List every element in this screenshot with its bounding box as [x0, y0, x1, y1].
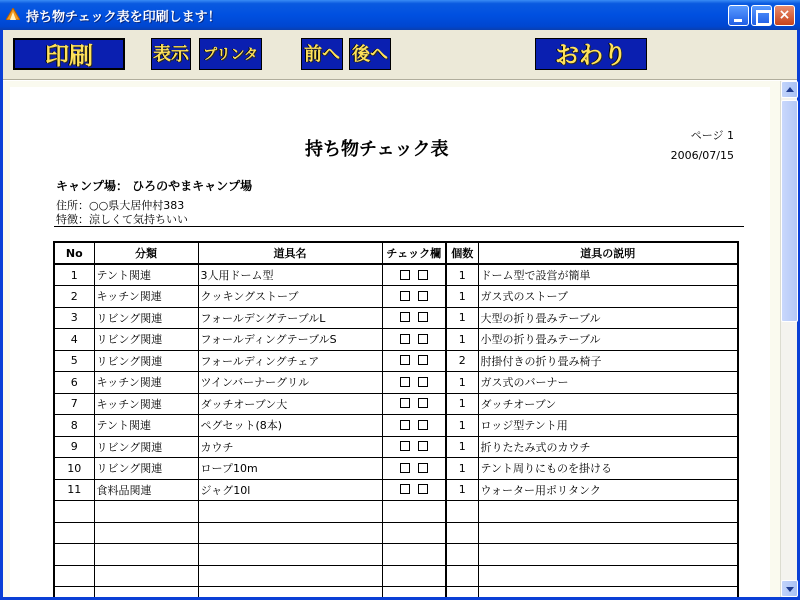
table-row — [54, 501, 738, 523]
cell-no — [54, 522, 94, 544]
cell-name: フォールディングテーブルS — [198, 329, 382, 351]
table-row — [54, 436, 738, 458]
checkbox[interactable] — [418, 334, 428, 344]
cell-desc: 折りたたみ式のカウチ — [478, 436, 738, 458]
checkbox[interactable] — [418, 398, 428, 408]
table-row — [54, 587, 738, 598]
cell-qty — [446, 522, 478, 544]
cell-desc: ウォーター用ポリタンク — [478, 479, 738, 501]
cell-category: テント関連 — [94, 415, 198, 437]
checkbox[interactable] — [400, 463, 410, 473]
cell-name: ジャグ10l — [198, 479, 382, 501]
cell-desc: テント周りにものを掛ける — [478, 458, 738, 480]
print-preview-area[interactable] — [3, 81, 780, 597]
title-bar[interactable] — [0, 0, 800, 30]
cell-desc: ダッチオーブン — [478, 393, 738, 415]
checkbox[interactable] — [418, 355, 428, 365]
print-button[interactable]: 印刷 — [13, 38, 125, 70]
cell-name: クッキングストーブ — [198, 286, 382, 308]
page-number: ページ 1 — [690, 129, 734, 142]
toolbar — [3, 30, 797, 80]
checkbox[interactable] — [400, 312, 410, 322]
cell-no: 3 — [54, 307, 94, 329]
cell-no — [54, 501, 94, 523]
cell-desc — [478, 565, 738, 587]
column-header: No — [54, 242, 94, 264]
cell-name: 3人用ドーム型 — [198, 264, 382, 286]
cell-qty: 1 — [446, 393, 478, 415]
cell-qty: 1 — [446, 264, 478, 286]
column-header: 個数 — [446, 242, 478, 264]
cell-check — [382, 415, 446, 437]
column-header: 道具名 — [198, 242, 382, 264]
prev-page-button[interactable]: 前へ — [301, 38, 343, 70]
camp-address: 住所：○○県大居仲村383 — [56, 199, 185, 212]
document-title: 持ち物チェック表 — [305, 139, 449, 160]
checkbox[interactable] — [400, 441, 410, 451]
checkbox[interactable] — [400, 291, 410, 301]
table-row — [54, 544, 738, 566]
table-header-row — [54, 242, 738, 264]
scroll-down-button[interactable] — [781, 580, 798, 597]
cell-desc — [478, 522, 738, 544]
checkbox[interactable] — [418, 420, 428, 430]
table-row — [54, 565, 738, 587]
cell-name: ツインバーナーグリル — [198, 372, 382, 394]
checkbox[interactable] — [400, 377, 410, 387]
cell-check — [382, 587, 446, 598]
table-row — [54, 372, 738, 394]
cell-check — [382, 479, 446, 501]
table-row — [54, 307, 738, 329]
cell-category: リビング関連 — [94, 458, 198, 480]
print-date: 2006/07/15 — [670, 149, 734, 162]
checkbox[interactable] — [418, 463, 428, 473]
cell-desc — [478, 501, 738, 523]
checkbox[interactable] — [418, 441, 428, 451]
cell-qty: 1 — [446, 372, 478, 394]
scroll-up-button[interactable] — [781, 81, 798, 98]
cell-category — [94, 565, 198, 587]
cell-desc: ロッジ型テント用 — [478, 415, 738, 437]
cell-category: リビング関連 — [94, 307, 198, 329]
cell-category — [94, 587, 198, 598]
cell-qty: 1 — [446, 286, 478, 308]
cell-desc: 大型の折り畳みテーブル — [478, 307, 738, 329]
table-row — [54, 329, 738, 351]
exit-button[interactable]: おわり — [535, 38, 647, 70]
cell-desc: ガス式のストーブ — [478, 286, 738, 308]
printer-button[interactable]: プリンタ — [199, 38, 262, 70]
cell-no — [54, 544, 94, 566]
cell-desc: ドーム型で設営が簡単 — [478, 264, 738, 286]
checklist-table — [53, 241, 739, 597]
camp-site-name: キャンプ場： ひろのやまキャンプ場 — [56, 179, 253, 193]
cell-check — [382, 350, 446, 372]
checkbox[interactable] — [418, 270, 428, 280]
maximize-button[interactable] — [751, 5, 772, 26]
cell-desc: ガス式のバーナー — [478, 372, 738, 394]
cell-qty — [446, 501, 478, 523]
checkbox[interactable] — [418, 291, 428, 301]
cell-check — [382, 372, 446, 394]
cell-qty — [446, 587, 478, 598]
view-button[interactable]: 表示 — [151, 38, 191, 70]
cell-qty — [446, 544, 478, 566]
cell-no: 9 — [54, 436, 94, 458]
cell-qty: 1 — [446, 329, 478, 351]
header-divider — [54, 226, 744, 227]
cell-name — [198, 544, 382, 566]
window-title: 持ち物チェック表を印刷します！ — [26, 10, 221, 25]
cell-category — [94, 544, 198, 566]
cell-category: テント関連 — [94, 264, 198, 286]
cell-no: 10 — [54, 458, 94, 480]
app-tent-icon — [6, 8, 20, 20]
checkbox[interactable] — [400, 484, 410, 494]
cell-desc: 小型の折り畳みテーブル — [478, 329, 738, 351]
cell-qty: 1 — [446, 415, 478, 437]
cell-check — [382, 329, 446, 351]
cell-category: キッチン関連 — [94, 372, 198, 394]
cell-qty: 2 — [446, 350, 478, 372]
column-header: チェック欄 — [382, 242, 446, 264]
column-header: 分類 — [94, 242, 198, 264]
cell-category: リビング関連 — [94, 436, 198, 458]
checkbox[interactable] — [418, 312, 428, 322]
cell-qty: 1 — [446, 479, 478, 501]
cell-check — [382, 522, 446, 544]
cell-name — [198, 565, 382, 587]
cell-category — [94, 522, 198, 544]
table-row — [54, 286, 738, 308]
cell-check — [382, 544, 446, 566]
camp-feature: 特徴：涼しくて気持ちいい — [56, 213, 188, 226]
table-row — [54, 350, 738, 372]
checkbox[interactable] — [400, 334, 410, 344]
table-row — [54, 393, 738, 415]
preview-page — [10, 87, 770, 597]
cell-check — [382, 458, 446, 480]
cell-check — [382, 307, 446, 329]
cell-name: ロープ10m — [198, 458, 382, 480]
cell-no: 11 — [54, 479, 94, 501]
table-row — [54, 458, 738, 480]
table-row — [54, 415, 738, 437]
cell-no: 1 — [54, 264, 94, 286]
cell-check — [382, 264, 446, 286]
cell-name: フォールディングチェア — [198, 350, 382, 372]
cell-qty: 1 — [446, 458, 478, 480]
table-row — [54, 479, 738, 501]
table-row — [54, 264, 738, 286]
cell-no: 5 — [54, 350, 94, 372]
cell-name — [198, 587, 382, 598]
cell-name: ペグセット(8本) — [198, 415, 382, 437]
cell-check — [382, 393, 446, 415]
column-header: 道具の説明 — [478, 242, 738, 264]
cell-category: キッチン関連 — [94, 393, 198, 415]
scroll-thumb[interactable] — [781, 100, 798, 322]
cell-name: カウチ — [198, 436, 382, 458]
cell-check — [382, 565, 446, 587]
cell-category: キッチン関連 — [94, 286, 198, 308]
cell-no: 4 — [54, 329, 94, 351]
cell-check — [382, 286, 446, 308]
cell-name — [198, 522, 382, 544]
checkbox[interactable] — [400, 270, 410, 280]
cell-category — [94, 501, 198, 523]
table-row — [54, 522, 738, 544]
cell-qty — [446, 565, 478, 587]
checkbox[interactable] — [418, 484, 428, 494]
next-page-button[interactable]: 後へ — [349, 38, 391, 70]
cell-no: 2 — [54, 286, 94, 308]
cell-no — [54, 587, 94, 598]
cell-no: 6 — [54, 372, 94, 394]
arrow-up-icon — [786, 87, 794, 92]
vertical-scrollbar[interactable] — [780, 81, 797, 597]
arrow-down-icon — [786, 587, 794, 592]
cell-desc — [478, 544, 738, 566]
close-icon: × — [778, 7, 791, 23]
minimize-button[interactable] — [728, 5, 749, 26]
cell-desc: 肘掛付きの折り畳み椅子 — [478, 350, 738, 372]
checkbox[interactable] — [400, 398, 410, 408]
cell-category: リビング関連 — [94, 329, 198, 351]
close-button[interactable] — [774, 5, 795, 26]
cell-category: 食料品関連 — [94, 479, 198, 501]
cell-no: 7 — [54, 393, 94, 415]
cell-check — [382, 436, 446, 458]
cell-no: 8 — [54, 415, 94, 437]
cell-name: フォールデングテーブルL — [198, 307, 382, 329]
cell-category: リビング関連 — [94, 350, 198, 372]
cell-check — [382, 501, 446, 523]
cell-name — [198, 501, 382, 523]
checkbox[interactable] — [400, 355, 410, 365]
checkbox[interactable] — [400, 420, 410, 430]
cell-no — [54, 565, 94, 587]
cell-qty: 1 — [446, 436, 478, 458]
cell-name: ダッチオーブン大 — [198, 393, 382, 415]
cell-qty: 1 — [446, 307, 478, 329]
checkbox[interactable] — [418, 377, 428, 387]
cell-desc — [478, 587, 738, 598]
